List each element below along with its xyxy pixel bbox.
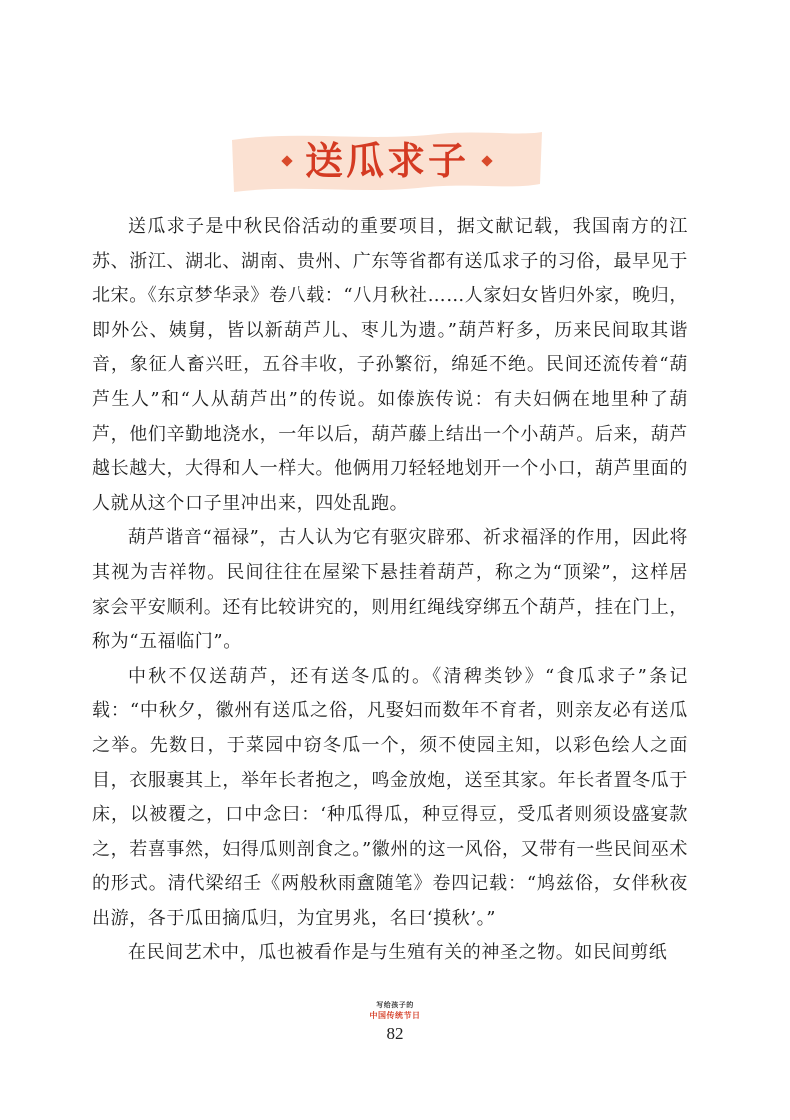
paragraph-2: 葫芦谐音“福禄”，古人认为它有驱灾辟邪、祈求福泽的作用，因此将其视为吉祥物。民间往往在屋梁下悬挂着葫芦，称之为“顶梁”，这样居家会平安顺利。还有比较讲究的，则用红绳线穿绑五个葫芦，挂在门上，称为“五福临门”。 <box>92 527 688 653</box>
paragraph-4: 在民间艺术中，瓜也被看作是与生殖有关的神圣之物。如民间剪纸 <box>128 942 668 964</box>
series-name: 写给孩子的 <box>376 1001 414 1009</box>
paragraph-3: 中秋不仅送葫芦，还有送冬瓜的。《清稗类钞》“食瓜求子”条记载：“中秋夕，徽州有送瓜之俗，凡娶妇而数年不育者，则亲友必有送瓜之举。先数日，于菜园中窃冬瓜一个，须不使园主知，以彩色绘人之面目，衣服裹其上，举年长者抱之，鸣金放炮，送至其家。年长者置冬瓜于床，以被覆之，口中念曰：‘种瓜得瓜，种豆得豆，受瓜者则须设盛宴款之，若喜事然，妇得瓜则剖食之。”徽州的这一风俗，又带有一些民间巫术的形式。清代梁绍壬《两般秋雨盦随笔》卷四记载：“鸠兹俗，女伴秋夜出游，各于瓜田摘瓜归，为宜男兆，名曰‘摸秋’。” <box>92 665 688 929</box>
title-diamond-left-icon <box>281 155 292 166</box>
page-title: 送瓜求子 <box>304 139 469 183</box>
page-number: 82 <box>386 1024 404 1043</box>
title-diamond-right-icon <box>481 155 492 166</box>
book-name: 中国传统节日 <box>369 1011 421 1020</box>
title-banner <box>228 126 546 196</box>
page-footer <box>0 1000 790 1044</box>
article-body <box>92 210 688 971</box>
paragraph-1: 送瓜求子是中秋民俗活动的重要项目，据文献记载，我国南方的江苏、浙江、湖北、湖南、贵州、广东等省都有送瓜求子的习俗，最早见于北宋。《东京梦华录》卷八载：“八月秋社……人家妇女皆归外家，晚归，即外公、姨舅，皆以新葫芦儿、枣儿为遗。”葫芦籽多，历来民间取其谐音，象征人畜兴旺，五谷丰收，子孙繁衍，绵延不绝。民间还流传着“葫芦生人”和“人从葫芦出”的传说。如傣族传说：有夫妇俩在地里种了葫芦，他们辛勤地浇水，一年以后，葫芦藤上结出一个小葫芦。后来，葫芦越长越大，大得和人一样大。他俩用刀轻轻地划开一个小口，葫芦里面的人就从这个口子里冲出来，四处乱跑。 <box>92 216 688 514</box>
